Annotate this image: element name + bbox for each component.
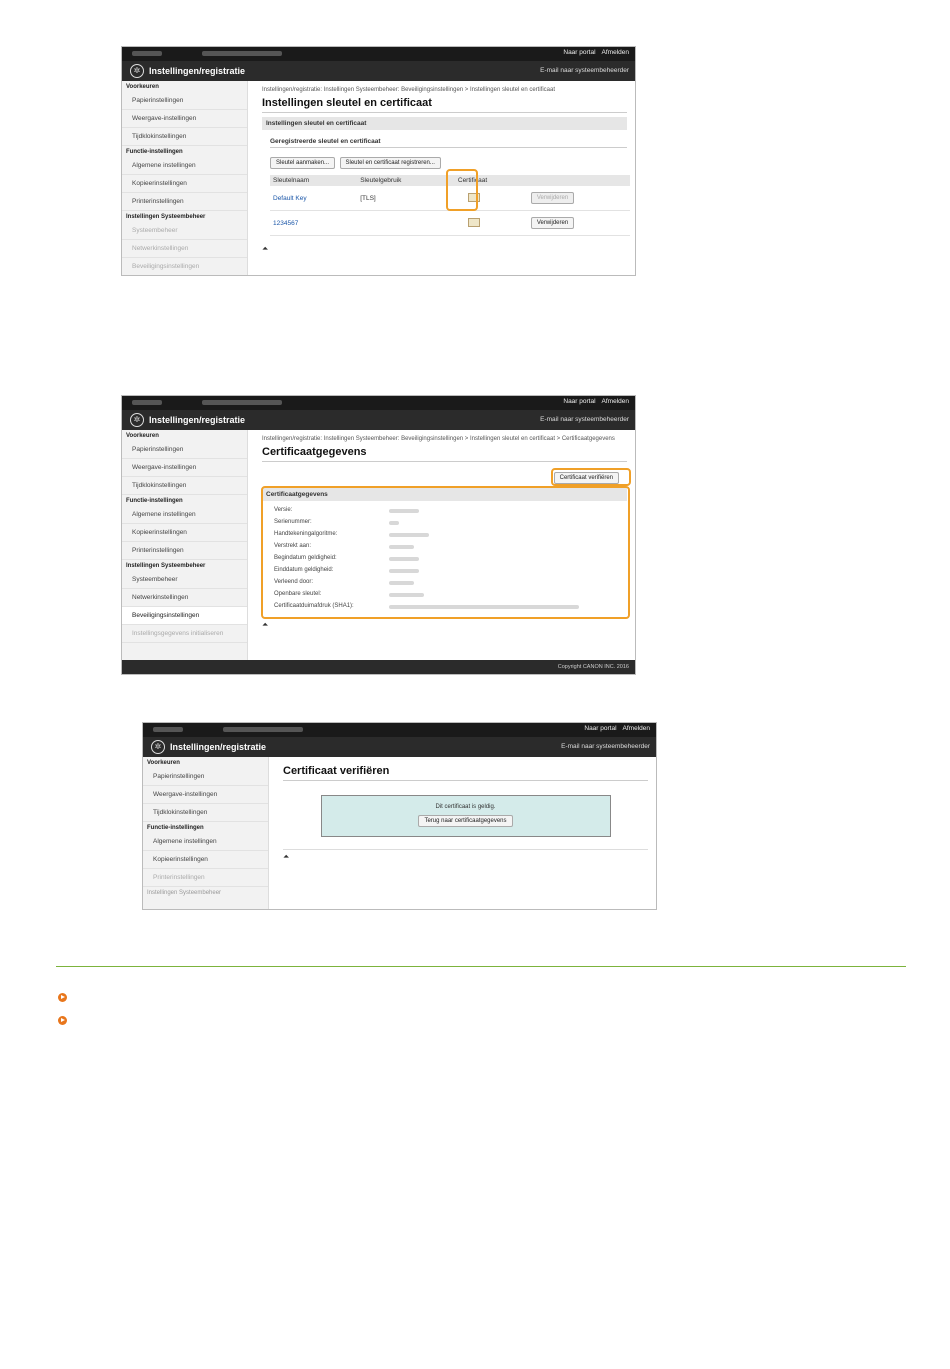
sidebar-item-timer[interactable]: Tijdklokinstellingen — [143, 804, 268, 822]
related-link-arrow-icon[interactable] — [58, 1016, 67, 1025]
sidebar-section-preferences: Voorkeuren — [147, 760, 180, 766]
back-to-top-icon[interactable]: ⏶ — [262, 620, 269, 629]
sidebar-item-timer[interactable]: Tijdklokinstellingen — [122, 477, 247, 495]
main-content — [262, 81, 627, 275]
delete-button: Verwijderen — [531, 192, 574, 204]
sidebar-section-preferences: Voorkeuren — [126, 84, 159, 90]
sidebar-item-security[interactable]: Beveiligingsinstellingen — [122, 258, 247, 276]
app-header — [122, 61, 635, 81]
settings-logo-icon: ✲ — [130, 64, 144, 78]
sidebar — [122, 430, 248, 660]
col-certificate: Certificaat — [455, 175, 528, 186]
sidebar-section-functions: Functie-instellingen — [147, 825, 204, 831]
page-title: Certificaat verifiëren — [283, 765, 648, 781]
verification-result — [321, 795, 611, 837]
sidebar-item-general[interactable]: Algemene instellingen — [143, 833, 268, 851]
sidebar-item-initialize[interactable]: Instellingsgegevens initialiseren — [122, 625, 247, 643]
sidebar-item-printer[interactable]: Printerinstellingen — [143, 869, 268, 887]
page-title: Certificaatgegevens — [262, 446, 627, 462]
sidebar-item-network[interactable]: Netwerkinstellingen — [122, 589, 247, 607]
back-to-top-icon[interactable]: ⏶ — [283, 849, 648, 862]
breadcrumb: Instellingen/registratie: Instellingen Systeembeheer: Beveiligingsinstellingen > Instellingen sleutel en certificaat — [262, 87, 556, 93]
main-content — [283, 757, 648, 909]
back-to-top-icon[interactable]: ⏶ — [262, 244, 269, 253]
certificate-field-label: Verleend door: — [274, 579, 314, 585]
sidebar-item-paper[interactable]: Papierinstellingen — [122, 92, 247, 110]
sidebar-item-timer[interactable]: Tijdklokinstellingen — [122, 128, 247, 146]
generate-key-button[interactable]: Sleutel aanmaken... — [270, 157, 335, 169]
portal-link[interactable]: Naar portal — [563, 49, 596, 56]
sidebar-item-security[interactable]: Beveiligingsinstellingen — [122, 607, 247, 625]
sidebar-section-system: Instellingen Systeembeheer — [126, 214, 206, 220]
sidebar-section-system: Instellingen Systeembeheer — [126, 563, 206, 569]
footer: Copyright CANON INC. 2016 — [122, 660, 635, 674]
sidebar — [122, 81, 248, 275]
register-key-button[interactable]: Sleutel en certificaat registreren... — [340, 157, 441, 169]
screenshot-certificate-details — [121, 395, 636, 675]
certificate-field-label: Begindatum geldigheid: — [274, 555, 337, 561]
sidebar-item-paper[interactable]: Papierinstellingen — [143, 768, 268, 786]
key-name-link[interactable]: Default Key — [273, 194, 307, 202]
top-bar — [122, 47, 635, 61]
key-name-link[interactable]: 1234567 — [273, 219, 299, 227]
sidebar — [143, 757, 269, 909]
sidebar-section-system: Instellingen Systeembeheer — [147, 890, 222, 896]
portal-link[interactable]: Naar portal — [563, 398, 596, 405]
certificate-field-label: Openbare sleutel: — [274, 591, 322, 597]
mail-admin-link[interactable]: E-mail naar systeembeheerder — [561, 743, 650, 750]
logout-link[interactable]: Afmelden — [601, 49, 629, 56]
registered-keys-heading: Geregistreerde sleutel en certificaat — [270, 138, 627, 148]
key-usage: [TLS] — [357, 186, 455, 211]
header-title: Instellingen/registratie — [149, 66, 246, 76]
header-title: Instellingen/registratie — [149, 415, 246, 425]
sidebar-item-general[interactable]: Algemene instellingen — [122, 506, 247, 524]
mail-admin-link[interactable]: E-mail naar systeembeheerder — [540, 67, 629, 74]
page-title: Instellingen sleutel en certificaat — [262, 97, 627, 113]
sidebar-item-printer[interactable]: Printerinstellingen — [122, 542, 247, 560]
breadcrumb: Instellingen/registratie: Instellingen Systeembeheer: Beveiligingsinstellingen > Instellingen sleutel en certificaat > Certificaatgegevens — [262, 436, 615, 442]
sidebar-item-printer[interactable]: Printerinstellingen — [122, 193, 247, 211]
sidebar-item-system-management[interactable]: Systeembeheer — [122, 571, 247, 589]
sidebar-section-preferences: Voorkeuren — [126, 433, 159, 439]
certificate-field-label: Handtekeningalgoritme: — [274, 531, 338, 537]
logout-link[interactable]: Afmelden — [622, 725, 650, 732]
app-header — [122, 410, 635, 430]
certificate-field-label: Verstrekt aan: — [274, 543, 312, 549]
sidebar-item-copy[interactable]: Kopieerinstellingen — [122, 175, 247, 193]
verify-certificate-button[interactable]: Certificaat verifiëren — [554, 472, 619, 484]
certificate-details-highlight — [261, 486, 630, 619]
sidebar-item-general[interactable]: Algemene instellingen — [122, 157, 247, 175]
settings-logo-icon: ✲ — [130, 413, 144, 427]
sidebar-item-display[interactable]: Weergave-instellingen — [122, 459, 247, 477]
key-usage — [357, 211, 455, 236]
settings-logo-icon: ✲ — [151, 740, 165, 754]
screenshot-verify-certificate — [142, 722, 657, 910]
certificate-field-label: Versie: — [274, 507, 293, 513]
sidebar-item-copy[interactable]: Kopieerinstellingen — [122, 524, 247, 542]
col-key-name: Sleutelnaam — [270, 175, 357, 186]
sidebar-section-functions: Functie-instellingen — [126, 149, 183, 155]
screenshot-key-certificate-settings — [121, 46, 636, 276]
certificate-icon[interactable] — [468, 218, 480, 227]
sidebar-item-display[interactable]: Weergave-instellingen — [122, 110, 247, 128]
sidebar-item-copy[interactable]: Kopieerinstellingen — [143, 851, 268, 869]
app-header — [143, 737, 656, 757]
section-band: Certificaatgegevens — [262, 488, 627, 501]
certificate-field-label: Certificaatduimafdruk (SHA1): — [274, 603, 354, 609]
top-bar — [143, 723, 656, 737]
related-link-arrow-icon[interactable] — [58, 993, 67, 1002]
header-title: Instellingen/registratie — [170, 742, 267, 752]
col-key-usage: Sleutelgebruik — [357, 175, 455, 186]
sidebar-item-network[interactable]: Netwerkinstellingen — [122, 240, 247, 258]
sidebar-item-display[interactable]: Weergave-instellingen — [143, 786, 268, 804]
certificate-field-label: Einddatum geldigheid: — [274, 567, 334, 573]
certificate-field-label: Serienummer: — [274, 519, 312, 525]
delete-button[interactable]: Verwijderen — [531, 217, 574, 229]
top-bar — [122, 396, 635, 410]
logout-link[interactable]: Afmelden — [601, 398, 629, 405]
verify-button-highlight — [551, 468, 631, 486]
back-to-details-button[interactable]: Terug naar certificaatgegevens — [418, 815, 512, 827]
portal-link[interactable]: Naar portal — [584, 725, 617, 732]
section-band: Instellingen sleutel en certificaat — [262, 117, 627, 130]
section-divider — [56, 966, 906, 967]
mail-admin-link[interactable]: E-mail naar systeembeheerder — [540, 416, 629, 423]
certificate-icons-highlight — [446, 169, 478, 211]
sidebar-item-paper[interactable]: Papierinstellingen — [122, 441, 247, 459]
table-row — [270, 211, 630, 236]
verification-message: Dit certificaat is geldig. — [435, 804, 496, 810]
sidebar-item-system-management[interactable]: Systeembeheer — [122, 222, 247, 240]
sidebar-section-functions: Functie-instellingen — [126, 498, 183, 504]
